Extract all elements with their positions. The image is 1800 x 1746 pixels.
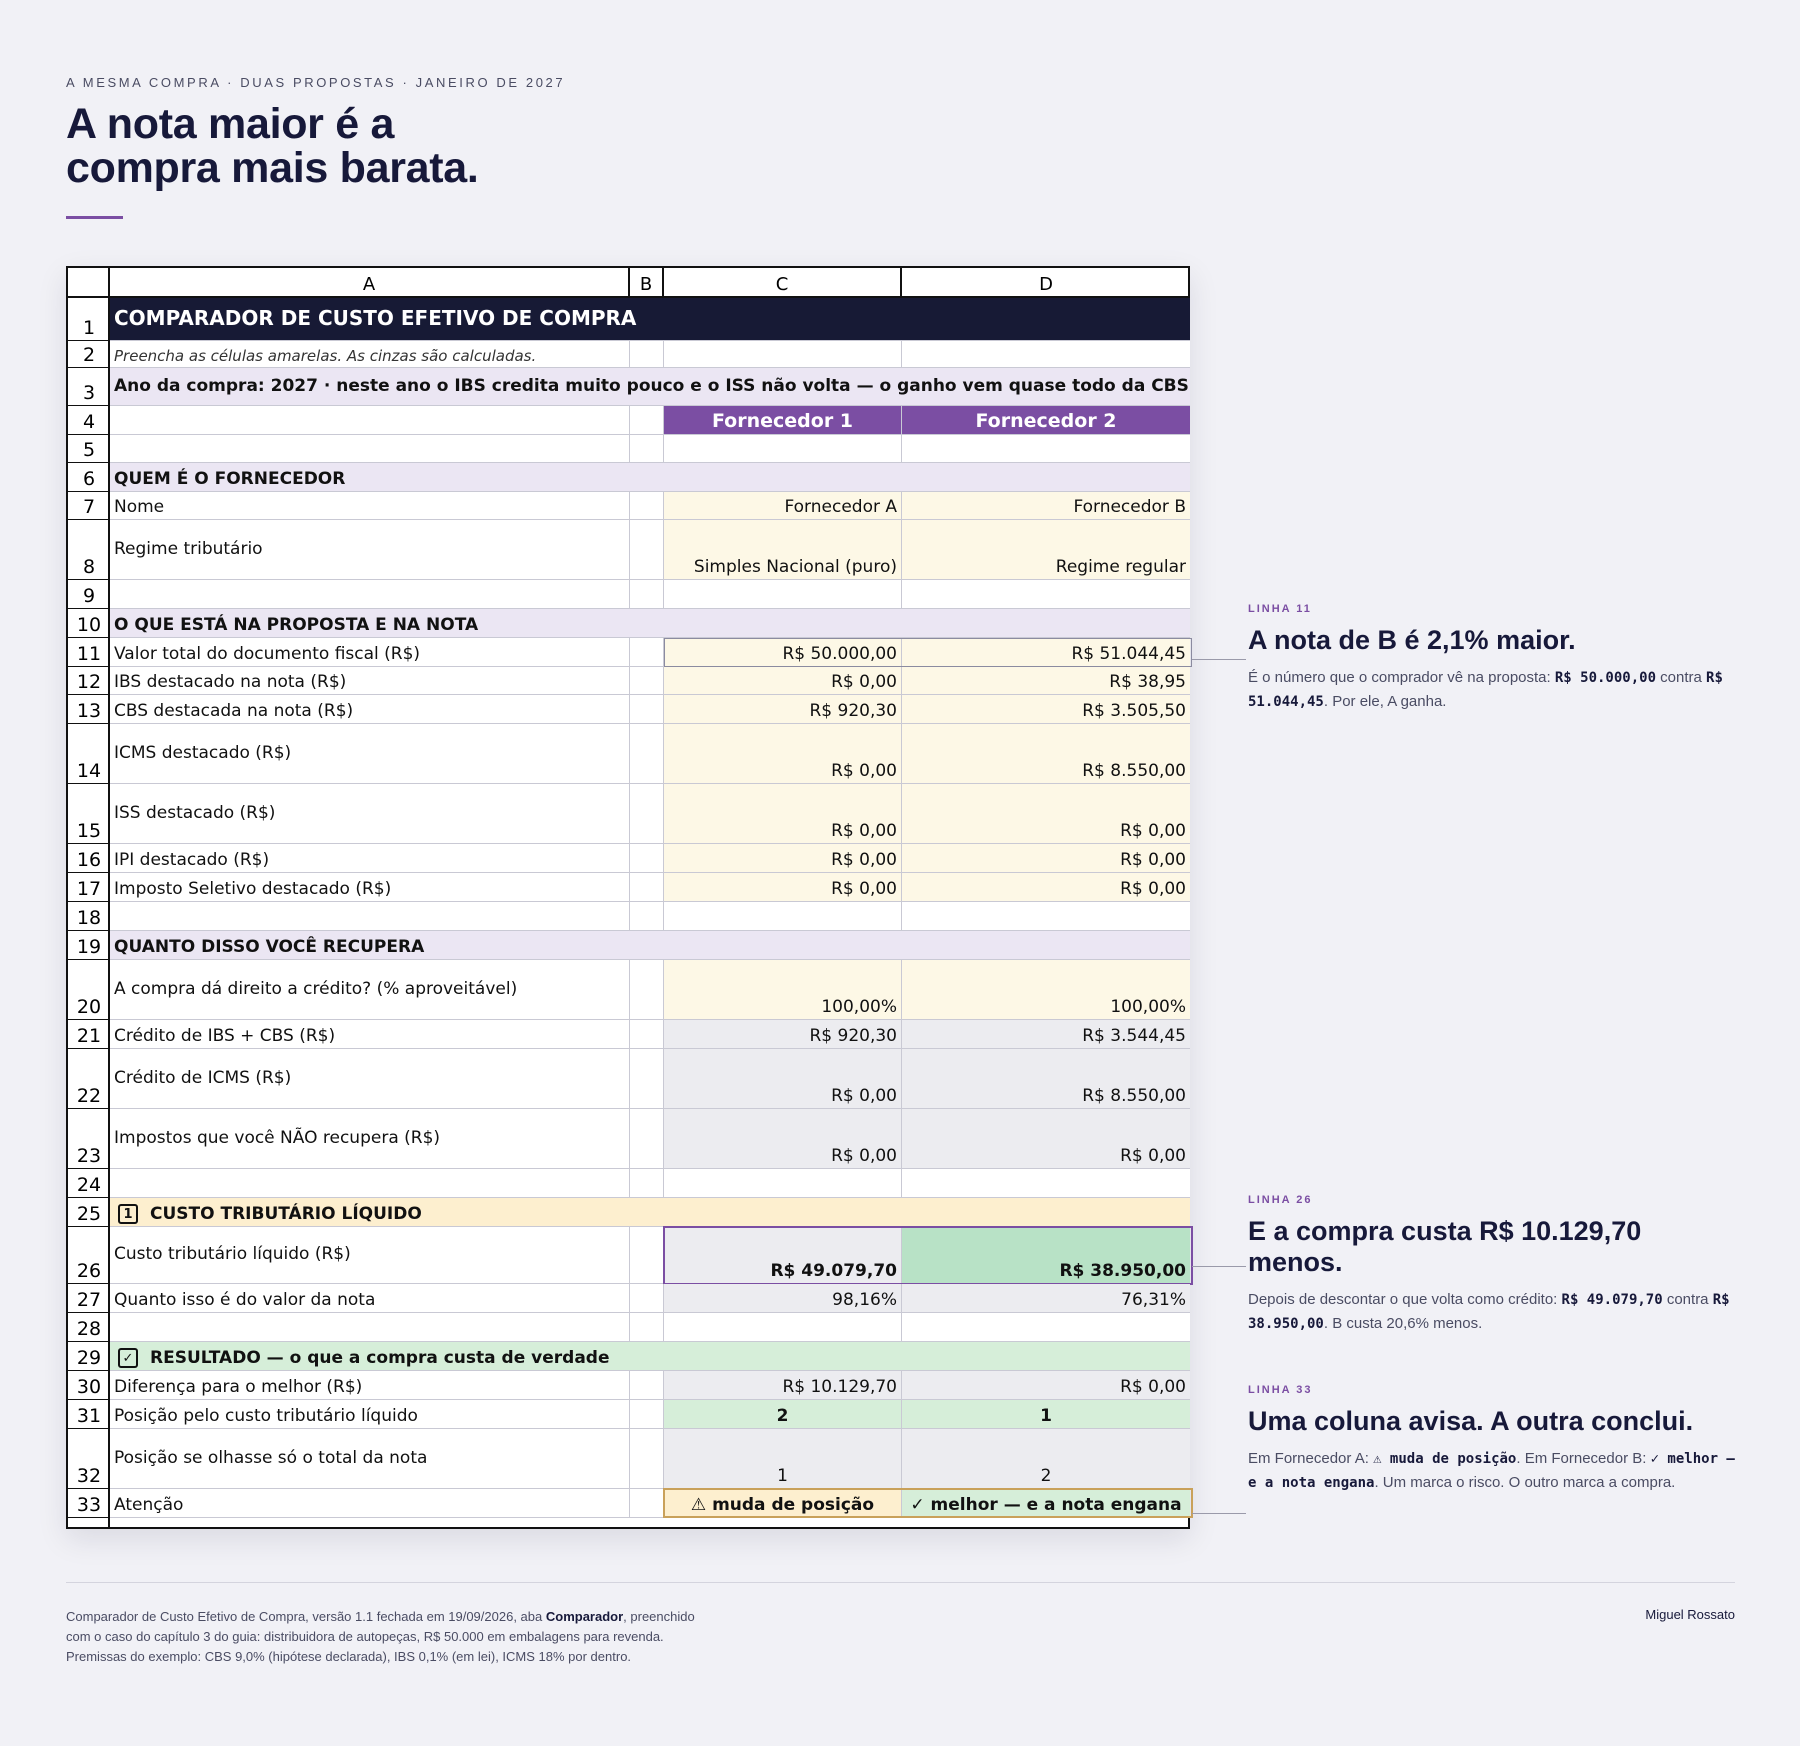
number-one-icon: 1 — [118, 1204, 138, 1224]
cell-d28[interactable] — [902, 1313, 1190, 1342]
annotation-linha-11 — [1248, 603, 1738, 714]
cell-b13[interactable] — [630, 695, 664, 724]
leader-line-11 — [1192, 659, 1246, 660]
headline-line-2: compra mais barata. — [66, 144, 479, 192]
cell-a16[interactable]: IPI destacado (R$) — [110, 844, 630, 873]
cell-d33[interactable]: ✓ melhor — e a nota engana — [902, 1489, 1190, 1518]
row-number-27[interactable]: 27 — [68, 1284, 110, 1313]
cell-a25-text: CUSTO TRIBUTÁRIO LÍQUIDO — [150, 1204, 422, 1224]
cell-d23[interactable]: R$ 0,00 — [902, 1109, 1190, 1169]
cell-b21[interactable] — [630, 1020, 664, 1049]
cell-d26[interactable]: R$ 38.950,00 — [902, 1227, 1190, 1284]
cell-c20[interactable]: 100,00% — [664, 960, 902, 1020]
cell-c4[interactable]: Fornecedor 1 — [664, 406, 902, 435]
cell-d2[interactable] — [902, 341, 1190, 368]
cell-c17[interactable]: R$ 0,00 — [664, 873, 902, 902]
annotation-linha-33 — [1248, 1384, 1738, 1495]
cell-b4[interactable] — [630, 406, 664, 435]
annotation-body: É o número que o comprador vê na proposta: R$ 50.000,00 contra R$ 51.044,45. Por ele, A ganha. — [1248, 669, 1723, 710]
cell-a21[interactable]: Crédito de IBS + CBS (R$) — [110, 1020, 630, 1049]
eyebrow: A MESMA COMPRA · DUAS PROPOSTAS · JANEIRO DE 2027 — [66, 75, 566, 90]
select-all-corner[interactable] — [68, 268, 110, 296]
cell-a24[interactable] — [110, 1169, 630, 1198]
cell-a9[interactable] — [110, 580, 630, 609]
checkbox-icon: ✓ — [118, 1348, 138, 1368]
cell-d7[interactable]: Fornecedor B — [902, 492, 1190, 520]
cell-a3-text: Ano da compra: 2027 · neste ano o IBS credita muito pouco e o ISS não volta — o ganho vem quase todo da CBS — [114, 375, 1189, 396]
row-number-28[interactable]: 28 — [68, 1313, 110, 1342]
headline-line-1: A nota maior é a — [66, 100, 395, 148]
cell-c24[interactable] — [664, 1169, 902, 1198]
cell-b11[interactable] — [630, 638, 664, 667]
cell-b18[interactable] — [630, 902, 664, 931]
row-number-7[interactable]: 7 — [68, 492, 110, 520]
headline — [66, 102, 479, 190]
row-29-band[interactable] — [110, 1342, 1190, 1371]
row-number-8[interactable]: 8 — [68, 520, 110, 580]
row-number-4[interactable]: 4 — [68, 406, 110, 435]
cell-a32[interactable]: Posição se olhasse só o total da nota — [110, 1429, 630, 1489]
annotation-body: Depois de descontar o que volta como crédito: R$ 49.079,70 contra R$ 38.950,00. B custa 20,6% menos. — [1248, 1291, 1730, 1332]
row-number-12[interactable]: 12 — [68, 667, 110, 695]
column-header-b[interactable]: B — [630, 268, 664, 296]
cell-d16[interactable]: R$ 0,00 — [902, 844, 1190, 873]
cell-d14[interactable]: R$ 8.550,00 — [902, 724, 1190, 784]
cell-d5[interactable] — [902, 435, 1190, 463]
cell-c33[interactable]: ⚠ muda de posição — [664, 1489, 902, 1518]
column-header-c[interactable]: C — [664, 268, 902, 296]
cell-a1-text: COMPARADOR DE CUSTO EFETIVO DE COMPRA — [114, 306, 637, 330]
annotation-body: Em Fornecedor A: ⚠ muda de posição. Em Fornecedor B: ✓ melhor — e a nota engana. Um marca o risco. O outro marca a compra. — [1248, 1450, 1735, 1491]
annotation-label: LINHA 11 — [1248, 603, 1312, 615]
row-number-31[interactable]: 31 — [68, 1400, 110, 1429]
cell-a15[interactable]: ISS destacado (R$) — [110, 784, 630, 844]
row-number-15[interactable]: 15 — [68, 784, 110, 844]
cell-b12[interactable] — [630, 667, 664, 695]
cell-c32[interactable]: 1 — [664, 1429, 902, 1489]
cell-a17[interactable]: Imposto Seletivo destacado (R$) — [110, 873, 630, 902]
cell-a4[interactable] — [110, 406, 630, 435]
cell-b7[interactable] — [630, 492, 664, 520]
cell-b30[interactable] — [630, 1371, 664, 1400]
cell-b14[interactable] — [630, 724, 664, 784]
cell-a11[interactable]: Valor total do documento fiscal (R$) — [110, 638, 630, 667]
footer-note: Comparador de Custo Efetivo de Compra, versão 1.1 fechada em 19/09/2026, aba Comparador, preenchido com o caso do capítulo 3 do guia: distribuidora de autopeças, R$ 50.000 em embalagens para revenda. Premissas do exemplo: CBS 9,0% (hipótese declarada), IBS 0,1% (em lei), ICMS 18% por dentro. — [66, 1609, 695, 1664]
row-number-29[interactable]: 29 — [68, 1342, 110, 1371]
row-number-16[interactable]: 16 — [68, 844, 110, 873]
cell-a33[interactable]: Atenção — [110, 1489, 630, 1518]
row-number-21[interactable]: 21 — [68, 1020, 110, 1049]
cell-c9[interactable] — [664, 580, 902, 609]
annotation-title: A nota de B é 2,1% maior. — [1248, 625, 1576, 655]
cell-c2[interactable] — [664, 341, 902, 368]
cell-b16[interactable] — [630, 844, 664, 873]
cell-c30[interactable]: R$ 10.129,70 — [664, 1371, 902, 1400]
row-number-20[interactable]: 20 — [68, 960, 110, 1020]
cell-d24[interactable] — [902, 1169, 1190, 1198]
cell-c11[interactable]: R$ 50.000,00 — [664, 638, 902, 667]
cell-b32[interactable] — [630, 1429, 664, 1489]
cell-c7[interactable]: Fornecedor A — [664, 492, 902, 520]
cell-d31[interactable]: 1 — [902, 1400, 1190, 1429]
cell-a28[interactable] — [110, 1313, 630, 1342]
cell-b22[interactable] — [630, 1049, 664, 1109]
cell-d21[interactable]: R$ 3.544,45 — [902, 1020, 1190, 1049]
cell-c12[interactable]: R$ 0,00 — [664, 667, 902, 695]
row-number-30[interactable]: 30 — [68, 1371, 110, 1400]
cell-a5[interactable] — [110, 435, 630, 463]
cell-a20[interactable]: A compra dá direito a crédito? (% aproveitável) — [110, 960, 630, 1020]
cell-d11[interactable]: R$ 51.044,45 — [902, 638, 1190, 667]
cell-a14[interactable]: ICMS destacado (R$) — [110, 724, 630, 784]
cell-d18[interactable] — [902, 902, 1190, 931]
cell-a29-text: RESULTADO — o que a compra custa de verdade — [150, 1348, 610, 1368]
row-number-6[interactable]: 6 — [68, 463, 110, 492]
row-number-26[interactable]: 26 — [68, 1227, 110, 1284]
cell-b17[interactable] — [630, 873, 664, 902]
cell-d30[interactable]: R$ 0,00 — [902, 1371, 1190, 1400]
cell-b24[interactable] — [630, 1169, 664, 1198]
row-number-24[interactable]: 24 — [68, 1169, 110, 1198]
cell-b20[interactable] — [630, 960, 664, 1020]
cell-c28[interactable] — [664, 1313, 902, 1342]
cell-c22[interactable]: R$ 0,00 — [664, 1049, 902, 1109]
author: Miguel Rossato — [1645, 1607, 1735, 1622]
cell-b8[interactable] — [630, 520, 664, 580]
cell-d13[interactable]: R$ 3.505,50 — [902, 695, 1190, 724]
cell-d17[interactable]: R$ 0,00 — [902, 873, 1190, 902]
row-number-13[interactable]: 13 — [68, 695, 110, 724]
cell-c21[interactable]: R$ 920,30 — [664, 1020, 902, 1049]
cell-d15[interactable]: R$ 0,00 — [902, 784, 1190, 844]
row-number-2[interactable]: 2 — [68, 341, 110, 368]
row-6-band[interactable] — [110, 463, 1190, 492]
cell-a7[interactable]: Nome — [110, 492, 630, 520]
cell-b23[interactable] — [630, 1109, 664, 1169]
row-number-17[interactable]: 17 — [68, 873, 110, 902]
row-number-19[interactable]: 19 — [68, 931, 110, 960]
cell-b28[interactable] — [630, 1313, 664, 1342]
cell-d12[interactable]: R$ 38,95 — [902, 667, 1190, 695]
cell-a10-text: O QUE ESTÁ NA PROPOSTA E NA NOTA — [114, 615, 479, 635]
cell-a26[interactable]: Custo tributário líquido (R$) — [110, 1227, 630, 1284]
column-header-d[interactable]: D — [1039, 274, 1053, 295]
annotation-title: E a compra custa R$ 10.129,70 menos. — [1248, 1216, 1642, 1277]
leader-line-33 — [1192, 1513, 1246, 1514]
cell-b26[interactable] — [630, 1227, 664, 1284]
cell-a30[interactable]: Diferença para o melhor (R$) — [110, 1371, 630, 1400]
spreadsheet — [66, 266, 1190, 1529]
row-19-band[interactable] — [110, 931, 1190, 960]
row-number-1[interactable]: 1 — [68, 298, 110, 341]
cell-a19-text: QUANTO DISSO VOCÊ RECUPERA — [114, 937, 425, 957]
cell-c26[interactable]: R$ 49.079,70 — [664, 1227, 902, 1284]
row-number-22[interactable]: 22 — [68, 1049, 110, 1109]
cell-d4[interactable]: Fornecedor 2 — [902, 406, 1190, 435]
cell-a23[interactable]: Impostos que você NÃO recupera (R$) — [110, 1109, 630, 1169]
cell-b2[interactable] — [630, 341, 664, 368]
cell-a27[interactable]: Quanto isso é do valor da nota — [110, 1284, 630, 1313]
row-number-25[interactable]: 25 — [68, 1198, 110, 1227]
row-number-14[interactable]: 14 — [68, 724, 110, 784]
cell-d9[interactable] — [902, 580, 1190, 609]
row-number-5[interactable]: 5 — [68, 435, 110, 463]
cell-c18[interactable] — [664, 902, 902, 931]
accent-rule — [66, 216, 123, 219]
row-10-band[interactable] — [110, 609, 1190, 638]
cell-a6-text: QUEM É O FORNECEDOR — [114, 469, 346, 489]
cell-d20[interactable]: 100,00% — [902, 960, 1190, 1020]
cell-c27[interactable]: 98,16% — [664, 1284, 902, 1313]
cell-c13[interactable]: R$ 920,30 — [664, 695, 902, 724]
cell-d22[interactable]: R$ 8.550,00 — [902, 1049, 1190, 1109]
cell-c23[interactable]: R$ 0,00 — [664, 1109, 902, 1169]
column-header-row — [68, 268, 1188, 298]
cell-c8[interactable]: Simples Nacional (puro) — [664, 520, 902, 580]
row-number-33[interactable]: 33 — [68, 1489, 110, 1518]
row-number-32[interactable]: 32 — [68, 1429, 110, 1489]
row-number-9[interactable]: 9 — [68, 580, 110, 609]
cell-a8[interactable]: Regime tributário — [110, 520, 630, 580]
cell-a13[interactable]: CBS destacada na nota (R$) — [110, 695, 630, 724]
cell-b33[interactable] — [630, 1489, 664, 1518]
cell-a22[interactable]: Crédito de ICMS (R$) — [110, 1049, 630, 1109]
column-header-a[interactable]: A — [110, 268, 630, 296]
row-number-18[interactable]: 18 — [68, 902, 110, 931]
footer-rule — [66, 1582, 1735, 1583]
annotation-linha-26 — [1248, 1194, 1738, 1336]
cell-b15[interactable] — [630, 784, 664, 844]
cell-b27[interactable] — [630, 1284, 664, 1313]
cell-d32[interactable]: 2 — [902, 1429, 1190, 1489]
cell-b5[interactable] — [630, 435, 664, 463]
cell-d27[interactable]: 76,31% — [902, 1284, 1190, 1313]
cell-d8[interactable]: Regime regular — [902, 520, 1190, 580]
cell-a12[interactable]: IBS destacado na nota (R$) — [110, 667, 630, 695]
cell-c15[interactable]: R$ 0,00 — [664, 784, 902, 844]
cell-a2[interactable]: Preencha as células amarelas. As cinzas são calculadas. — [110, 341, 630, 368]
cell-b9[interactable] — [630, 580, 664, 609]
annotation-label: LINHA 33 — [1248, 1384, 1313, 1396]
cell-c31[interactable]: 2 — [664, 1400, 902, 1429]
annotation-label: LINHA 26 — [1248, 1194, 1313, 1206]
row-number-10[interactable]: 10 — [68, 609, 110, 638]
leader-line-26 — [1192, 1266, 1246, 1267]
row-number-11[interactable]: 11 — [68, 638, 110, 667]
cell-a31[interactable]: Posição pelo custo tributário líquido — [110, 1400, 630, 1429]
annotation-title: Uma coluna avisa. A outra conclui. — [1248, 1406, 1694, 1436]
cell-a18[interactable] — [110, 902, 630, 931]
cell-c5[interactable] — [664, 435, 902, 463]
cell-c14[interactable]: R$ 0,00 — [664, 724, 902, 784]
row-number-23[interactable]: 23 — [68, 1109, 110, 1169]
cell-b31[interactable] — [630, 1400, 664, 1429]
row-25-band[interactable] — [110, 1198, 1190, 1227]
row-3-band[interactable] — [110, 368, 1190, 406]
cell-c16[interactable]: R$ 0,00 — [664, 844, 902, 873]
row-number-3[interactable]: 3 — [68, 368, 110, 406]
row-1-band[interactable] — [110, 298, 1190, 341]
